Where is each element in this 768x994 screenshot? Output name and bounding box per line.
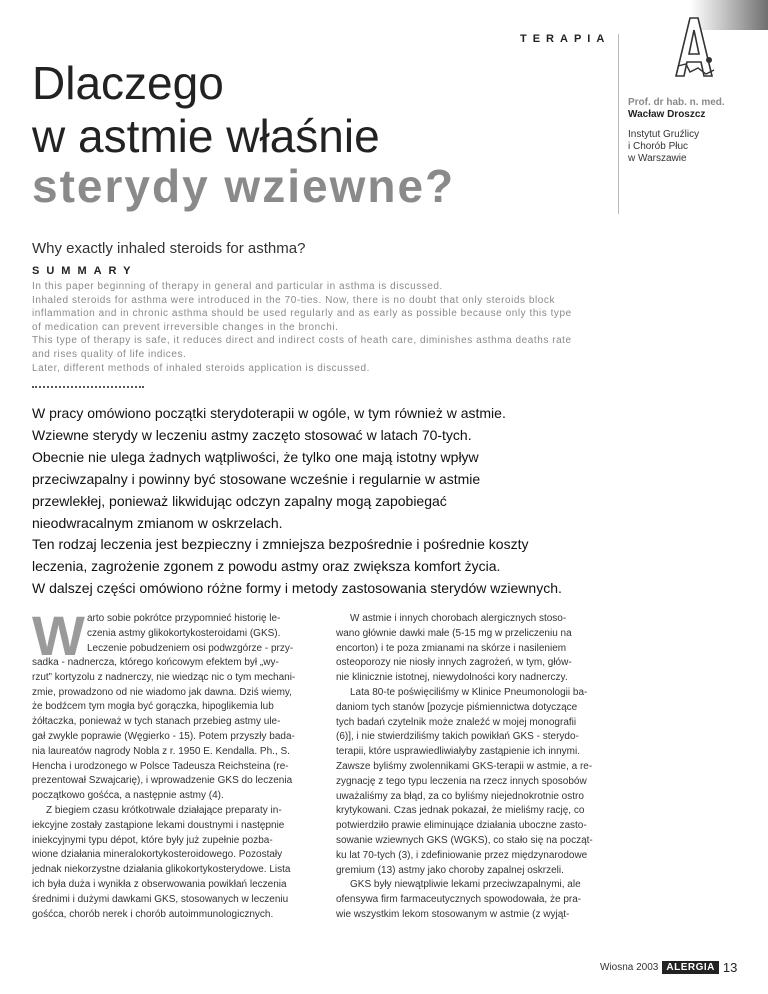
lead-abstract (32, 403, 732, 600)
body-line: wie wszystkim lekom stosowanym w astmie (z wyjąt- (336, 908, 570, 920)
body-line: sowanie wziewnych GKS (WGKS), co stało się na począt- (336, 834, 593, 846)
author-block (628, 97, 763, 165)
body-line: prezentował Szwajcarię), i wprowadzenie GKS do leczenia (32, 775, 293, 787)
institution-line: i Chorób Płuc (628, 141, 689, 152)
author-institution (628, 129, 763, 165)
body-line: encorton) i te poza zmianami na skórze i nasileniem (336, 642, 567, 654)
lead-line: przeciwzapalny i powinny być stosowane wcześnie i regularnie w astmie (32, 470, 481, 487)
title-line-1: Dlaczego (32, 57, 224, 109)
title-line-2: w astmie właśnie (32, 110, 380, 162)
body-line: W astmie i innych chorobach alergicznych stoso- (350, 613, 567, 624)
title-line-3: sterydy wziewne? (32, 160, 456, 212)
body-line: arto sobie pokrótce przypomnieć historię le- (87, 613, 281, 624)
journal-letter-a-icon (668, 14, 722, 88)
body-line: Lata 80-te poświęciliśmy w Klinice Pneumonologii ba- (350, 686, 588, 698)
summary-line: and rises quality of life indices. (32, 348, 187, 360)
body-line: zmie, prowadzono od nie wiadomo jak dawna. Dziś wiemy, (32, 686, 292, 698)
body-line: jednak niekorzystne działania glikokortykosterydowe. Lista (32, 864, 291, 876)
body-line: Hencha i urodzonego w Polsce Tadeusza Reichsteina (re- (32, 760, 289, 772)
summary-line: Later, different methods of inhaled steroids application is discussed. (32, 362, 370, 374)
body-line: początkowo gośćca, a następnie astmy (4). (32, 790, 224, 802)
body-line: Z biegiem czasu krótkotrwale działające preparaty in- (46, 804, 282, 816)
body-line: nia laureatów nagrody Nobla z r. 1950 E. Kendalla. Ph., S. (32, 745, 290, 757)
body-line: zygnację z tego typu leczenia na rzecz innych sposobów (336, 775, 587, 787)
body-line: gremium (13) astmy jako choroby zapalnej oskrzeli. (336, 864, 564, 876)
body-line: wione działania mineralokortykosteroidowego. Pozostały (32, 849, 283, 861)
body-line: czenia astmy glikokortykosteroidami (GKS). (87, 627, 281, 639)
issue-season: Wiosna 2003 (600, 962, 659, 973)
body-line: potwierdziło prawie eliminujące działania uboczne zasto- (336, 820, 587, 832)
body-line: terapii, które usprawiedliwiałyby zastąpienie ich innymi. (336, 746, 580, 758)
summary-line: of medication can prevent irreversible changes in the bronchi. (32, 321, 339, 333)
body-line: (6)], i nie stwierdziliśmy takich powikłań GKS - sterydo- (336, 731, 579, 743)
right-column (336, 612, 607, 923)
dotted-divider (32, 386, 144, 388)
journal-name: ALERGIA (662, 961, 719, 974)
summary-line: In this paper beginning of therapy in general and particular in asthma is discussed. (32, 281, 443, 292)
author-name: Wacław Droszcz (628, 109, 706, 120)
body-line: ku lat 70-tych (3), i zdefiniowanie przez międzynarodowe (336, 849, 588, 861)
left-column-intro (87, 612, 319, 656)
body-line: ich była duża i wynikła z obserwowania powikłań leczenia (32, 878, 287, 890)
lead-line: Ten rodzaj leczenia jest bezpieczny i zmniejsza bezpośrednie i pośrednie koszty (32, 536, 529, 553)
body-line: średnimi i dużymi dawkami GKS, stosowanych w leczeniu (32, 893, 289, 905)
institution-line: w Warszawie (628, 153, 687, 164)
body-line: Leczenie pobudzeniem osi podwzgórze - przy- (87, 642, 294, 654)
page-footer (600, 960, 737, 975)
body-line: rzut” kortyzolu z nadnerczy, nie wiedząc nic o tym mechani- (32, 671, 296, 683)
english-title: Why exactly inhaled steroids for asthma? (32, 240, 306, 257)
section-label: TERAPIA (520, 33, 611, 45)
summary-line: This type of therapy is safe, it reduces direct and indirect costs of heath care, diminishes asthma deaths rate (32, 335, 572, 347)
body-line: sadka - nadnercza, którego końcowym efektem był „wy- (32, 657, 279, 668)
body-line: daniom tych stanów [pozycje piśmiennictwa dotyczące (336, 701, 578, 713)
author-degree: Prof. dr hab. n. med. (628, 97, 725, 108)
body-line: iekcyjne zostały zastąpione lekami doustnymi i następnie (32, 819, 285, 831)
summary-text (32, 280, 652, 375)
lead-line: Obecnie nie ulega żadnych wątpliwości, że tylko one mają istotny wpływ (32, 448, 479, 465)
body-line: nie klinicznie istotnej, niewydolności kory nadnerczy. (336, 672, 568, 684)
lead-line: W pracy omówiono początki sterydoterapii w ogóle, w tym również w astmie. (32, 405, 506, 421)
body-line: krytykowani. Czas jednak pokazał, że mieliśmy rację, co (336, 805, 585, 817)
body-line: ofensywa firm farmaceutycznych spowodowała, że pra- (336, 894, 582, 906)
body-line: iniekcyjnymi typu dépot, które były już zupełnie pozba- (32, 834, 273, 846)
lead-line: leczenia, zagrożenie zgonem z powodu astmy oraz zwiększa komfort życia. (32, 558, 501, 575)
summary-line: inflammation and in chronic asthma should be used regularly and as early as possible because only this type (32, 308, 572, 320)
summary-label: SUMMARY (32, 265, 138, 277)
lead-line: W dalszej części omówiono różne formy i metody zastosowania sterydów wziewnych. (32, 580, 562, 597)
body-line: gośćca, chorób nerek i chorób autoimmunologicznych. (32, 908, 274, 920)
header-divider (618, 34, 619, 214)
lead-line: przewlekłej, ponieważ likwidując odczyn zapalny mogą zapobiegać (32, 492, 447, 509)
summary-line: Inhaled steroids for asthma were introduced in the 70-ties. Now, there is no doubt that only steroids block (32, 294, 555, 306)
drop-cap: W (32, 604, 85, 667)
institution-line: Instytut Gruźlicy (628, 129, 700, 140)
body-line: wano głównie dawki małe (5-15 mg w przeliczeniu na (336, 627, 572, 639)
left-column (32, 656, 303, 922)
body-line: tych badań czytelnik może znaleźć w mojej monografii (336, 716, 577, 728)
body-line: uważaliśmy za błąd, za co byliśmy niejednokrotnie ostro (336, 790, 584, 802)
body-line: osteoporozy nie niosły innych zagrożeń, w tym, głów- (336, 657, 572, 669)
body-line: gał zwykle poprawie (Węgierko - 15). Potem przyszły bada- (32, 730, 295, 742)
lead-line: Wziewne sterydy w leczeniu astmy zaczęto stosować w latach 70-tych. (32, 426, 472, 443)
body-line: że bodźcem tym mogła być gorączka, hipoglikemia lub (32, 701, 274, 713)
page-number: 13 (722, 960, 738, 975)
body-line: żółtaczka, ponieważ w tych stanach przebieg astmy ule- (32, 716, 281, 728)
lead-line: nieodwracalnym zmianom w oskrzelach. (32, 514, 283, 531)
body-line: Zawsze byliśmy zwolennikami GKS-terapii w astmie, a re- (336, 760, 593, 772)
body-line: GKS były niewątpliwie lekami przeciwzapalnymi, ale (350, 879, 581, 891)
